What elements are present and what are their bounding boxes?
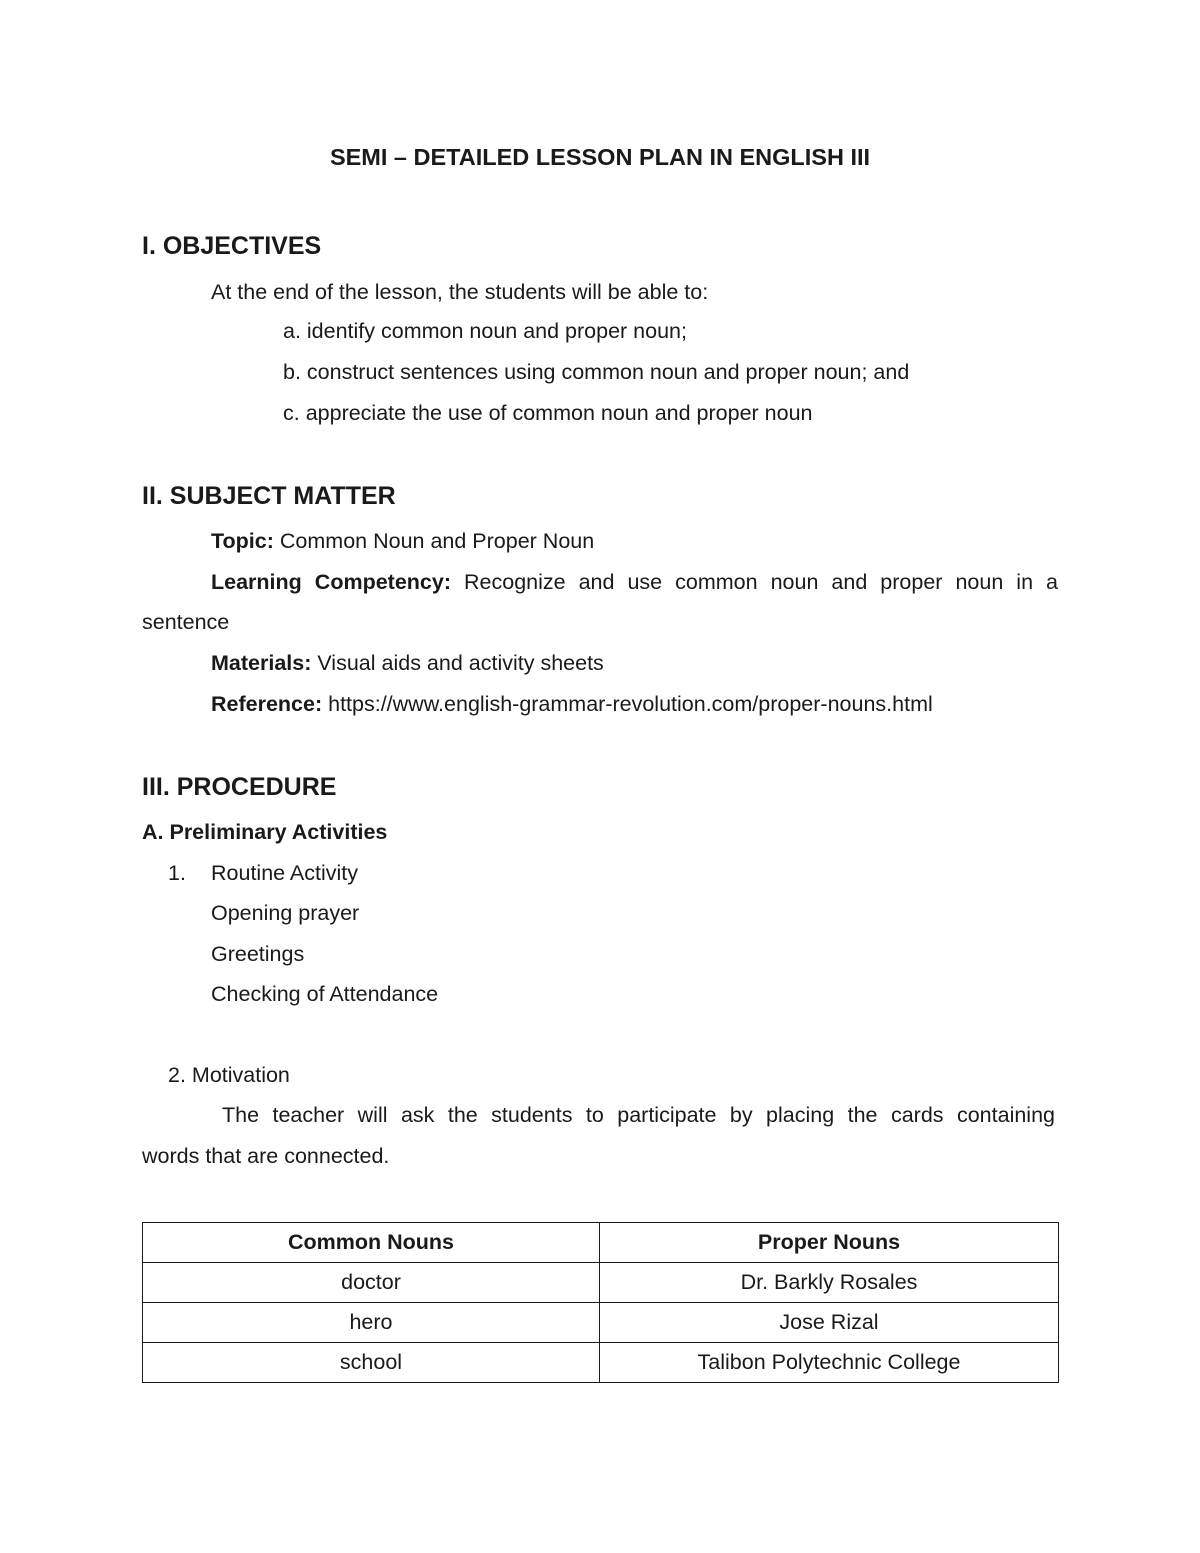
objectives-heading: I. OBJECTIVES xyxy=(142,232,322,260)
nouns-table xyxy=(142,1222,1059,1383)
materials-line xyxy=(211,650,604,676)
objective-item-b: b. construct sentences using common noun and proper noun; and xyxy=(283,360,910,384)
materials-label: Materials: xyxy=(211,651,312,675)
header-common-nouns: Common Nouns xyxy=(143,1223,600,1263)
reference-label: Reference: xyxy=(211,692,323,716)
page-title: SEMI – DETAILED LESSON PLAN IN ENGLISH III xyxy=(329,144,871,170)
reference-link[interactable]: https://www.english-grammar-revolution.com/proper-nouns.html xyxy=(328,692,933,716)
materials-value: Visual aids and activity sheets xyxy=(317,651,604,675)
table-cell: Talibon Polytechnic College xyxy=(600,1343,1059,1383)
routine-item-greetings: Greetings xyxy=(211,942,305,966)
objective-item-c: c. appreciate the use of common noun and proper noun xyxy=(283,401,813,425)
competency-label: Learning Competency: xyxy=(211,570,451,594)
competency-continuation: sentence xyxy=(142,610,230,634)
header-proper-nouns: Proper Nouns xyxy=(600,1223,1059,1263)
table-row xyxy=(143,1343,1059,1383)
routine-activity: Routine Activity xyxy=(211,861,358,885)
table-row xyxy=(143,1263,1059,1303)
reference-line xyxy=(211,691,933,717)
objectives-intro: At the end of the lesson, the students will be able to: xyxy=(211,280,709,304)
topic-label: Topic: xyxy=(211,529,274,553)
routine-item-prayer: Opening prayer xyxy=(211,901,360,925)
table-cell: school xyxy=(143,1343,600,1383)
table-cell: hero xyxy=(143,1303,600,1343)
table-cell: Jose Rizal xyxy=(600,1303,1059,1343)
competency-line xyxy=(211,569,1058,595)
subject-matter-heading: II. SUBJECT MATTER xyxy=(142,482,396,510)
table-row xyxy=(143,1303,1059,1343)
procedure-heading: III. PROCEDURE xyxy=(142,773,337,801)
motivation-text-line1: The teacher will ask the students to participate by placing the cards containing xyxy=(222,1103,1055,1127)
routine-number: 1. xyxy=(168,861,186,885)
routine-item-attendance: Checking of Attendance xyxy=(211,982,439,1006)
table-cell: doctor xyxy=(143,1263,600,1303)
competency-value: Recognize and use common noun and proper noun in a xyxy=(464,570,1058,594)
table-cell: Dr. Barkly Rosales xyxy=(600,1263,1059,1303)
objective-item-a: a. identify common noun and proper noun; xyxy=(283,319,687,343)
topic-value: Common Noun and Proper Noun xyxy=(279,529,595,553)
table-header-row xyxy=(143,1223,1059,1263)
motivation-heading: 2. Motivation xyxy=(168,1063,290,1087)
preliminary-activities-heading: A. Preliminary Activities xyxy=(142,820,388,844)
topic-line xyxy=(211,528,594,554)
motivation-text-line2: words that are connected. xyxy=(142,1144,390,1168)
